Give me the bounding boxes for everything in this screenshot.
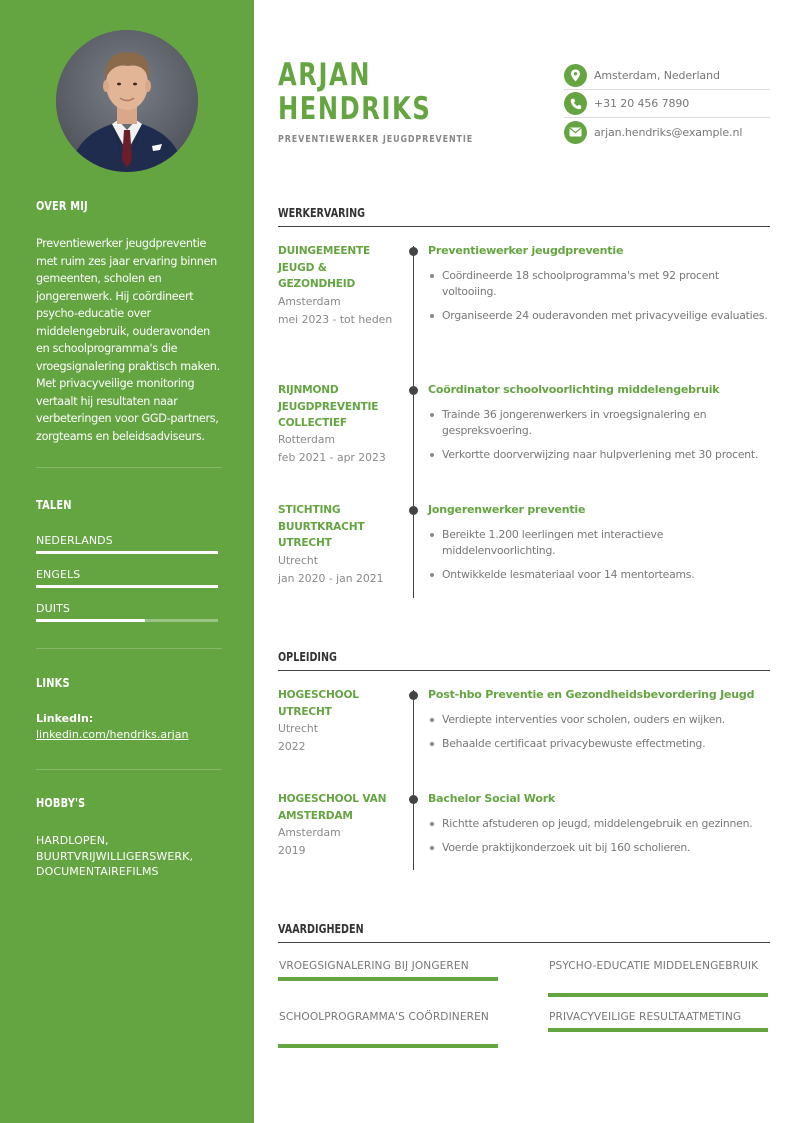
experience-bullet: Verkortte doorverwijzing naar hulpverlening met 30 procent. (429, 447, 769, 463)
skill-bar (548, 993, 768, 997)
contact-phone (564, 90, 770, 118)
language-label: NEDERLANDS (36, 534, 113, 547)
experience-title (278, 206, 770, 227)
full-name (278, 58, 431, 126)
experience-bullet: Trainde 36 jongerenwerkers in vroegsignalering en gespreksvoering. (429, 407, 769, 439)
location-pin-icon (564, 64, 587, 87)
education-title (278, 650, 770, 671)
sidebar-divider (36, 648, 222, 649)
contact-location (564, 62, 770, 90)
about-title: OVER MIJ (36, 199, 88, 213)
language-label: ENGELS (36, 568, 81, 581)
education-degree: Post-hbo Preventie en Gezondheidsbevordering Jeugd (428, 688, 755, 701)
links-title: LINKS (36, 676, 70, 690)
experience-place: Rotterdam (278, 433, 335, 446)
experience-meta (278, 552, 400, 588)
contact-email-text: arjan.hendriks@example.nl (594, 125, 743, 139)
experience-place: Amsterdam (278, 295, 341, 308)
education-meta (278, 720, 400, 756)
education-period: 2022 (278, 740, 306, 753)
experience-organization: RIJNMOND JEUGDPREVENTIE COLLECTIEF (278, 384, 379, 429)
timeline-dot (409, 506, 418, 515)
experience-bullet: Coördineerde 18 schoolprogramma's met 92 procent voltooiing. (429, 268, 769, 300)
skills-title-text: VAARDIGHEDEN (278, 922, 364, 936)
language-level-fill (36, 585, 218, 588)
skill-label: VROEGSIGNALERING BIJ JONGEREN (279, 960, 469, 972)
skill-bar (278, 1044, 498, 1048)
education-place: Amsterdam (278, 826, 341, 839)
experience-bullet: Bereikte 1.200 leerlingen met interactieve middelenvoorlichting. (429, 527, 769, 559)
education-bullet: Voerde praktijkonderzoek uit bij 160 scholieren. (429, 840, 769, 856)
experience-role: Jongerenwerker preventie (428, 503, 586, 516)
skill-label: SCHOOLPROGRAMMA'S COÖRDINEREN (279, 1011, 489, 1023)
skill-bar (548, 1028, 768, 1032)
experience-timeline (413, 246, 414, 598)
timeline-dot (409, 691, 418, 700)
skills-title (278, 922, 770, 943)
experience-organization: STICHTING BUURTKRACHT UTRECHT (278, 504, 365, 549)
skill-label: PSYCHO-EDUCATIE MIDDELENGEBRUIK (549, 960, 759, 972)
experience-bullet: Ontwikkelde lesmateriaal voor 14 mentorteams. (429, 567, 769, 583)
skill-label: PRIVACYVEILIGE RESULTAATMETING (549, 1011, 742, 1023)
languages-title: TALEN (36, 498, 72, 512)
education-timeline (413, 690, 414, 870)
education-bullet: Verdiepte interventies voor scholen, ouders en wijken. (429, 712, 769, 728)
skill-bar (278, 977, 498, 981)
hobbies-text: HARDLOPEN, BUURTVRIJWILLIGERSWERK, DOCUMENTAIREFILMS (36, 834, 194, 878)
experience-meta (278, 293, 400, 329)
experience-period: feb 2021 - apr 2023 (278, 451, 386, 464)
education-bullet: Behaalde certificaat privacybewuste effectmeting. (429, 736, 769, 752)
timeline-dot (409, 386, 418, 395)
first-name: ARJAN (278, 57, 372, 93)
language-level-bar (36, 551, 218, 554)
sidebar-divider (36, 769, 222, 770)
experience-bullet: Organiseerde 24 ouderavonden met privacyveilige evaluaties. (429, 308, 769, 324)
experience-role: Preventiewerker jeugdpreventie (428, 244, 624, 257)
linkedin-label: LinkedIn: (36, 712, 94, 725)
contact-email (564, 118, 770, 146)
experience-title-text: WERKERVARING (278, 206, 366, 220)
language-level-fill (36, 551, 218, 554)
education-degree: Bachelor Social Work (428, 792, 556, 805)
experience-meta (278, 431, 400, 467)
about-text: Preventiewerker jeugdpreventie met ruim zes jaar ervaring binnen gemeenten, scholen en jongerenwerk. Hij coördineert psycho-educatie over middelengebruik, ouderavonden en schoolprogramma's die vroegsignalering praktisch maken. Met privacyveilige monitoring vertaalt hij resultaten naar verbeteringen voor GGD-partners, zorgteams en beleidsadviseurs. (36, 237, 220, 443)
education-meta (278, 824, 400, 860)
experience-role: Coördinator schoolvoorlichting middelengebruik (428, 383, 720, 396)
sidebar-divider (36, 467, 222, 468)
language-level-fill (36, 619, 145, 622)
language-level-bar (36, 585, 218, 588)
phone-icon (564, 92, 587, 115)
job-subtitle: PREVENTIEWERKER JEUGDPREVENTIE (278, 134, 474, 145)
language-level-bar (36, 619, 218, 622)
experience-period: mei 2023 - tot heden (278, 313, 393, 326)
contact-phone-text: +31 20 456 7890 (594, 97, 690, 110)
hobbies-title: HOBBY'S (36, 796, 86, 810)
linkedin-link[interactable]: linkedin.com/hendriks.arjan (36, 728, 189, 741)
experience-place: Utrecht (278, 554, 318, 567)
experience-organization: DUINGEMEENTE JEUGD & GEZONDHEID (278, 245, 371, 290)
education-period: 2019 (278, 844, 306, 857)
timeline-dot (409, 247, 418, 256)
education-bullet: Richtte afstuderen op jeugd, middelengebruik en gezinnen. (429, 816, 769, 832)
sidebar (0, 0, 254, 1123)
language-label: DUITS (36, 602, 70, 615)
education-institution: HOGESCHOOL UTRECHT (278, 689, 359, 718)
profile-photo (56, 30, 198, 172)
experience-period: jan 2020 - jan 2021 (278, 572, 384, 585)
timeline-dot (409, 795, 418, 804)
education-title-text: OPLEIDING (278, 650, 337, 664)
education-place: Utrecht (278, 722, 318, 735)
education-institution: HOGESCHOOL VAN AMSTERDAM (278, 793, 387, 822)
mail-icon (564, 121, 587, 144)
contact-location-text: Amsterdam, Nederland (594, 69, 720, 82)
last-name: HENDRIKS (278, 91, 432, 127)
